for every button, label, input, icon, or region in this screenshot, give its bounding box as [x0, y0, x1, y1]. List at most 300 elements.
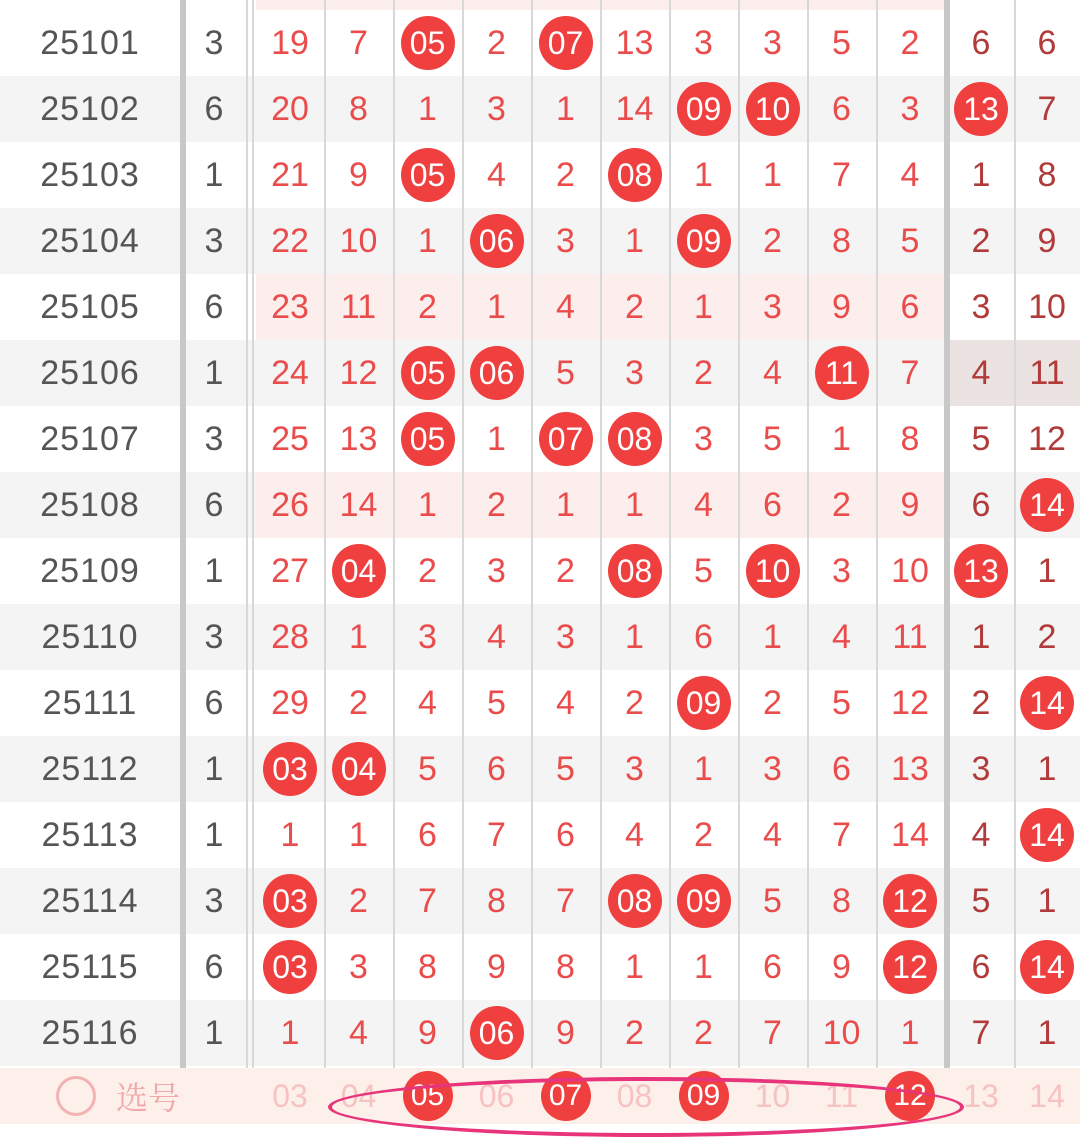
- omission-cell: 8: [487, 881, 506, 920]
- omission-cell: 14: [891, 815, 929, 854]
- omission-cell: 27: [271, 551, 309, 590]
- omission-cell: 5: [832, 23, 851, 62]
- omission-cell: 5: [418, 749, 437, 788]
- hit-ball: 03: [263, 874, 317, 928]
- issue-number: 25110: [41, 617, 139, 656]
- omission-cell: 2: [694, 353, 713, 392]
- group-value: 3: [204, 617, 224, 656]
- omission-cell: [256, 868, 324, 934]
- omission-cell: 1: [625, 221, 644, 260]
- column-divider: [1014, 0, 1016, 1124]
- omission-cell: [738, 76, 807, 142]
- omission-cell: 1: [694, 947, 713, 986]
- table-row: [0, 802, 1080, 868]
- omission-cell: 3: [487, 551, 506, 590]
- omission-cell: 4: [349, 1013, 368, 1052]
- omission-cell: 11: [340, 287, 377, 326]
- omission-cell: 8: [832, 881, 851, 920]
- omission-cell: [531, 10, 600, 76]
- omission-cell: 9: [900, 485, 920, 524]
- issue-number: 25111: [42, 683, 138, 722]
- group-value: 1: [204, 551, 224, 590]
- omission-cell: 2: [625, 287, 644, 326]
- omission-cell: 1: [625, 617, 644, 656]
- hit-ball: 06: [470, 346, 524, 400]
- omission-cell: 24: [271, 353, 309, 392]
- omission-cell: 2: [556, 551, 575, 590]
- table-row: [0, 340, 1080, 406]
- column-divider: [876, 0, 878, 1124]
- omission-cell: 14: [339, 485, 378, 524]
- group-value: 3: [204, 23, 224, 62]
- group-value: 1: [204, 353, 224, 392]
- omission-cell: 4: [900, 155, 920, 194]
- omission-cell: 12: [339, 353, 378, 392]
- omission-cell: 7: [349, 23, 368, 62]
- omission-cell: 9: [556, 1013, 575, 1052]
- omission-cell: 25: [271, 419, 309, 458]
- omission-cell: 7: [487, 815, 506, 854]
- omission-cell: 4: [971, 353, 991, 392]
- omission-cell: 6: [971, 947, 991, 986]
- column-divider: [669, 0, 671, 1124]
- hit-ball: 07: [539, 16, 593, 70]
- omission-cell: 7: [832, 815, 851, 854]
- omission-cell: 10: [822, 1013, 861, 1052]
- hit-ball: 13: [954, 82, 1008, 136]
- hit-ball: 14: [1020, 676, 1074, 730]
- omission-cell: 1: [280, 1013, 300, 1052]
- omission-cell: 2: [694, 815, 713, 854]
- omission-cell: 8: [900, 419, 920, 458]
- table-row: [0, 538, 1080, 604]
- group-value: 3: [204, 881, 224, 920]
- omission-cell: 5: [556, 353, 575, 392]
- omission-cell: 28: [271, 617, 309, 656]
- table-row: [0, 868, 1080, 934]
- column-divider: [531, 0, 533, 1124]
- omission-cell: 2: [556, 155, 575, 194]
- omission-cell: 1: [1037, 749, 1057, 788]
- omission-cell: 8: [832, 221, 851, 260]
- table-row: [0, 472, 1080, 538]
- omission-cell: [669, 76, 738, 142]
- table-row: [0, 406, 1080, 472]
- omission-cell: 29: [271, 683, 309, 722]
- select-number-04[interactable]: 04: [340, 1077, 377, 1114]
- omission-cell: 1: [487, 287, 506, 326]
- omission-cell: 2: [694, 1013, 713, 1052]
- omission-cell: 8: [418, 947, 437, 986]
- omission-cell: [948, 538, 1014, 604]
- omission-cell: 2: [971, 221, 991, 260]
- omission-cell: 26: [271, 485, 309, 524]
- group-value: 1: [204, 155, 224, 194]
- select-number-11[interactable]: 11: [824, 1077, 859, 1114]
- omission-cell: 5: [832, 683, 851, 722]
- omission-cell: 6: [763, 485, 782, 524]
- omission-cell: 2: [763, 221, 782, 260]
- omission-cell: 1: [694, 749, 713, 788]
- omission-cell: 5: [971, 881, 991, 920]
- omission-cell: [256, 934, 324, 1000]
- omission-cell: [600, 142, 669, 208]
- table-row: [0, 1000, 1080, 1066]
- table-row: [0, 76, 1080, 142]
- column-divider: [180, 0, 186, 1124]
- omission-cell: 13: [615, 23, 654, 62]
- omission-cell: 3: [971, 749, 991, 788]
- omission-cell: [393, 10, 462, 76]
- select-number-06[interactable]: 06: [478, 1077, 515, 1114]
- omission-cell: 6: [900, 287, 920, 326]
- omission-cell: 3: [694, 23, 713, 62]
- omission-cell: [1014, 472, 1080, 538]
- omission-cell: 20: [271, 89, 309, 128]
- issue-number: 25101: [40, 23, 140, 62]
- omission-cell: 5: [556, 749, 575, 788]
- omission-cell: 8: [556, 947, 575, 986]
- hit-ball: 10: [746, 82, 800, 136]
- omission-cell: 1: [625, 947, 644, 986]
- omission-cell: 7: [832, 155, 851, 194]
- omission-cell: 1: [418, 221, 437, 260]
- column-divider: [600, 0, 602, 1124]
- issue-number: 25112: [41, 749, 139, 788]
- omission-cell: 14: [615, 89, 654, 128]
- omission-cell: 1: [418, 89, 437, 128]
- omission-cell: 3: [625, 749, 644, 788]
- omission-cell: 4: [556, 683, 575, 722]
- omission-cell: [948, 76, 1014, 142]
- column-divider: [324, 0, 326, 1124]
- omission-cell: 5: [763, 419, 782, 458]
- column-divider: [738, 0, 740, 1124]
- omission-cell: 8: [1037, 155, 1057, 194]
- hit-ball: 09: [677, 214, 731, 268]
- omission-cell: 2: [832, 485, 851, 524]
- omission-cell: 6: [694, 617, 713, 656]
- hit-ball: 08: [608, 412, 662, 466]
- omission-cell: 3: [556, 221, 575, 260]
- issue-number: 25102: [40, 89, 140, 128]
- selected-ball[interactable]: 12: [885, 1071, 935, 1121]
- omission-cell: 1: [763, 617, 782, 656]
- select-number-03[interactable]: 03: [272, 1077, 308, 1114]
- omission-cell: 3: [694, 419, 713, 458]
- omission-cell: 1: [832, 419, 851, 458]
- omission-cell: 9: [349, 155, 368, 194]
- highlight-ellipse-annotation: [328, 1077, 964, 1137]
- omission-cell: 2: [971, 683, 991, 722]
- hit-ball: 10: [746, 544, 800, 598]
- omission-cell: 1: [349, 815, 368, 854]
- omission-cell: 3: [487, 89, 506, 128]
- column-divider: [246, 0, 248, 1124]
- omission-cell: [669, 670, 738, 736]
- hit-ball: 05: [401, 148, 455, 202]
- hit-ball: 08: [608, 544, 662, 598]
- hit-ball: 04: [332, 742, 386, 796]
- omission-cell: 4: [694, 485, 713, 524]
- omission-cell: 5: [694, 551, 713, 590]
- omission-cell: [1014, 802, 1080, 868]
- select-number-toggle[interactable]: [56, 1068, 180, 1124]
- hit-ball: 13: [954, 544, 1008, 598]
- omission-cell: 1: [556, 89, 575, 128]
- omission-cell: 7: [1037, 89, 1057, 128]
- omission-cell: 12: [891, 683, 929, 722]
- omission-cell: 1: [763, 155, 782, 194]
- selected-ball[interactable]: 05: [403, 1071, 453, 1121]
- omission-cell: [462, 340, 531, 406]
- omission-cell: 4: [832, 617, 851, 656]
- group-value: 6: [204, 89, 224, 128]
- omission-cell: 13: [339, 419, 378, 458]
- omission-cell: 3: [556, 617, 575, 656]
- omission-cell: [738, 538, 807, 604]
- hit-ball: 06: [470, 1006, 524, 1060]
- hit-ball: 05: [401, 412, 455, 466]
- omission-cell: 9: [418, 1013, 437, 1052]
- hit-ball: 12: [883, 940, 937, 994]
- omission-cell: 10: [1028, 287, 1066, 326]
- omission-cell: 22: [271, 221, 309, 260]
- omission-cell: 1: [971, 155, 991, 194]
- select-number-10[interactable]: 10: [754, 1077, 791, 1114]
- omission-cell: 1: [418, 485, 437, 524]
- omission-cell: [324, 736, 393, 802]
- omission-cell: 6: [556, 815, 575, 854]
- omission-cell: 4: [625, 815, 644, 854]
- column-divider: [807, 0, 809, 1124]
- omission-cell: 6: [1037, 23, 1057, 62]
- omission-cell: 3: [625, 353, 644, 392]
- omission-cell: [669, 208, 738, 274]
- omission-cell: [393, 406, 462, 472]
- hit-ball: 09: [677, 676, 731, 730]
- group-value: 6: [204, 485, 224, 524]
- omission-cell: 1: [1037, 881, 1057, 920]
- omission-cell: [1014, 670, 1080, 736]
- omission-cell: 7: [763, 1013, 782, 1052]
- omission-cell: 6: [971, 23, 991, 62]
- omission-cell: 3: [418, 617, 437, 656]
- table-row: [0, 208, 1080, 274]
- omission-cell: [393, 142, 462, 208]
- omission-cell: 4: [418, 683, 437, 722]
- issue-number: 25106: [40, 353, 140, 392]
- omission-cell: [669, 868, 738, 934]
- hit-ball: 14: [1020, 478, 1074, 532]
- table-row: [0, 10, 1080, 76]
- omission-cell: 3: [763, 749, 782, 788]
- group-value: 1: [204, 749, 224, 788]
- column-divider: [252, 0, 254, 1124]
- selected-ball[interactable]: 09: [679, 1071, 729, 1121]
- omission-cell: 2: [349, 683, 368, 722]
- table-row: [0, 736, 1080, 802]
- omission-cell: 1: [625, 485, 644, 524]
- column-divider: [944, 0, 950, 1124]
- omission-cell: 2: [1037, 617, 1057, 656]
- hit-ball: 06: [470, 214, 524, 268]
- omission-cell: 5: [900, 221, 920, 260]
- omission-cell: 3: [971, 287, 991, 326]
- omission-cell: [876, 934, 944, 1000]
- omission-cell: 5: [487, 683, 506, 722]
- omission-cell: 1: [280, 815, 300, 854]
- omission-cell: 4: [971, 815, 991, 854]
- omission-cell: 6: [418, 815, 437, 854]
- omission-cell: [462, 1000, 531, 1066]
- omission-cell: [600, 406, 669, 472]
- hit-ball: 11: [815, 346, 869, 400]
- omission-cell: [600, 868, 669, 934]
- omission-cell: 13: [891, 749, 929, 788]
- omission-cell: [393, 340, 462, 406]
- hit-ball: 14: [1020, 808, 1074, 862]
- omission-cell: 9: [832, 947, 851, 986]
- omission-cell: 6: [971, 485, 991, 524]
- omission-cell: 1: [1037, 551, 1057, 590]
- hit-ball: 09: [677, 874, 731, 928]
- omission-cell: 4: [763, 815, 782, 854]
- omission-cell: 2: [625, 683, 644, 722]
- omission-cell: [462, 208, 531, 274]
- group-value: 3: [204, 419, 224, 458]
- omission-cell: 4: [487, 617, 506, 656]
- select-number-13[interactable]: 13: [963, 1077, 999, 1114]
- omission-cell: 11: [892, 617, 928, 656]
- group-value: 1: [204, 815, 224, 854]
- omission-cell: 19: [271, 23, 309, 62]
- radio-circle-icon[interactable]: [56, 1076, 96, 1116]
- omission-cell: 3: [763, 287, 782, 326]
- hit-ball: 05: [401, 346, 455, 400]
- omission-cell: 9: [487, 947, 506, 986]
- omission-cell: 9: [832, 287, 851, 326]
- group-value: 1: [204, 1013, 224, 1052]
- hit-ball: 04: [332, 544, 386, 598]
- selected-ball[interactable]: 07: [541, 1071, 591, 1121]
- issue-number: 25114: [41, 881, 139, 920]
- omission-cell: 7: [556, 881, 575, 920]
- omission-cell: 4: [763, 353, 782, 392]
- omission-cell: [807, 340, 876, 406]
- group-value: 6: [204, 947, 224, 986]
- omission-cell: 7: [971, 1013, 991, 1052]
- omission-cell: 2: [418, 551, 437, 590]
- omission-cell: 10: [891, 551, 929, 590]
- omission-cell: [256, 736, 324, 802]
- omission-cell: 9: [1037, 221, 1057, 260]
- omission-cell: 2: [625, 1013, 644, 1052]
- group-value: 6: [204, 287, 224, 326]
- omission-cell: 8: [349, 89, 368, 128]
- omission-cell: 12: [1028, 419, 1066, 458]
- omission-cell: 23: [271, 287, 309, 326]
- omission-cell: 11: [1029, 353, 1065, 392]
- select-number-08[interactable]: 08: [616, 1077, 653, 1114]
- omission-cell: 5: [763, 881, 782, 920]
- issue-number: 25108: [40, 485, 140, 524]
- issue-number: 25103: [40, 155, 140, 194]
- hit-ball: 14: [1020, 940, 1074, 994]
- omission-cell: 1: [1037, 1013, 1057, 1052]
- table-row: [0, 142, 1080, 208]
- omission-cell: 4: [487, 155, 506, 194]
- omission-cell: 6: [763, 947, 782, 986]
- omission-cell: [324, 538, 393, 604]
- hit-ball: 08: [608, 874, 662, 928]
- table-row: [0, 670, 1080, 736]
- hit-ball: 05: [401, 16, 455, 70]
- omission-cell: 2: [349, 881, 368, 920]
- issue-number: 25104: [40, 221, 140, 260]
- omission-cell: 2: [487, 485, 506, 524]
- omission-cell: 3: [349, 947, 368, 986]
- omission-cell: [600, 538, 669, 604]
- omission-cell: 7: [418, 881, 437, 920]
- issue-number: 25116: [41, 1013, 139, 1052]
- column-divider: [462, 0, 464, 1124]
- hit-ball: 12: [883, 874, 937, 928]
- omission-cell: 1: [349, 617, 368, 656]
- omission-cell: 6: [832, 89, 851, 128]
- omission-cell: [1014, 934, 1080, 1000]
- group-value: 6: [204, 683, 224, 722]
- table-row: [0, 604, 1080, 670]
- hit-ball: 03: [263, 940, 317, 994]
- omission-cell: 7: [900, 353, 920, 392]
- omission-cell: 1: [694, 287, 713, 326]
- omission-cell: 3: [763, 23, 782, 62]
- omission-cell: 21: [271, 155, 309, 194]
- hit-ball: 07: [539, 412, 593, 466]
- omission-cell: 1: [694, 155, 713, 194]
- omission-cell: [531, 406, 600, 472]
- table-row: [0, 934, 1080, 1000]
- omission-cell: 10: [339, 221, 378, 260]
- omission-cell: 1: [900, 1013, 920, 1052]
- hit-ball: 09: [677, 82, 731, 136]
- omission-cell: 3: [832, 551, 851, 590]
- table-row: [0, 274, 1080, 340]
- select-number-14[interactable]: 14: [1029, 1077, 1065, 1114]
- select-number-label[interactable]: 选号: [116, 1080, 181, 1116]
- issue-number: 25105: [40, 287, 140, 326]
- issue-number: 25109: [40, 551, 140, 590]
- omission-cell: 2: [487, 23, 506, 62]
- column-divider: [393, 0, 395, 1124]
- omission-cell: 4: [556, 287, 575, 326]
- hit-ball: 03: [263, 742, 317, 796]
- omission-cell: 1: [971, 617, 991, 656]
- hit-ball: 08: [608, 148, 662, 202]
- omission-cell: 1: [487, 419, 506, 458]
- issue-number: 25113: [41, 815, 139, 854]
- omission-cell: 2: [763, 683, 782, 722]
- omission-cell: 5: [971, 419, 991, 458]
- omission-cell: 2: [900, 23, 920, 62]
- omission-cell: 6: [487, 749, 506, 788]
- issue-number: 25107: [40, 419, 140, 458]
- omission-cell: 6: [832, 749, 851, 788]
- group-value: 3: [204, 221, 224, 260]
- omission-cell: 3: [900, 89, 920, 128]
- omission-cell: [876, 868, 944, 934]
